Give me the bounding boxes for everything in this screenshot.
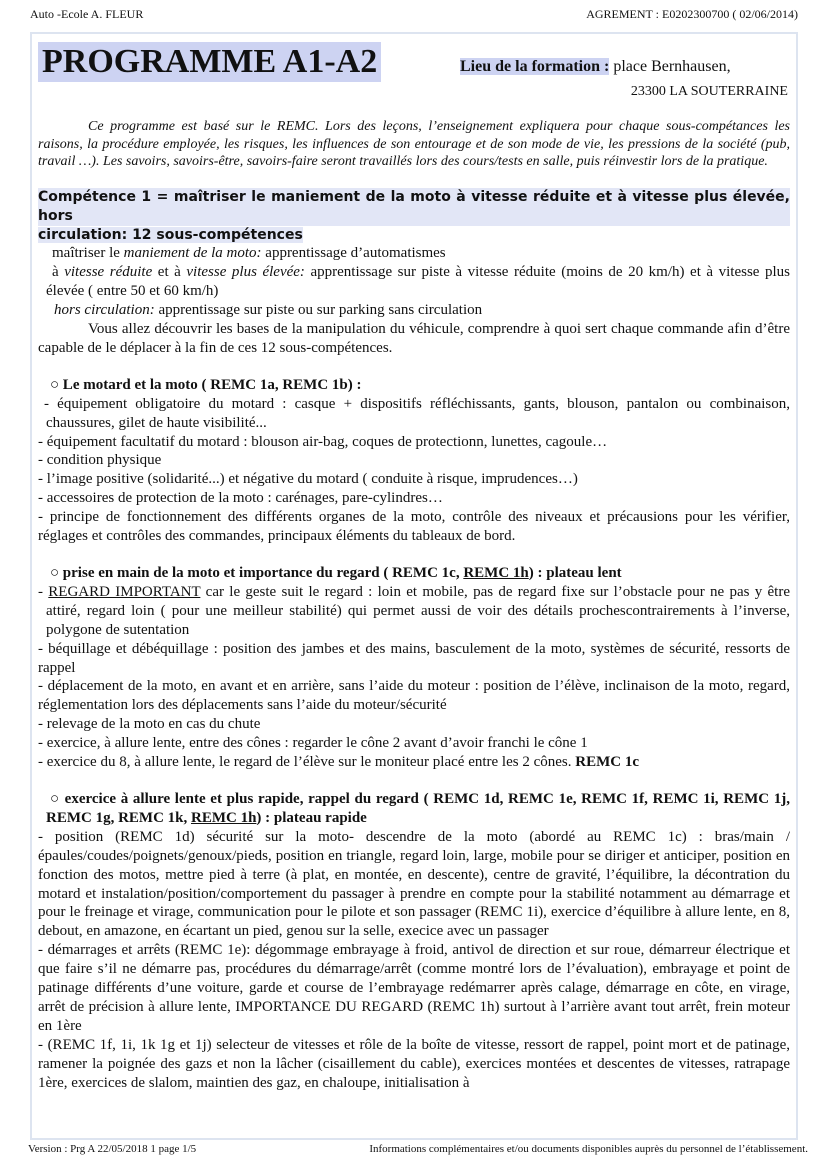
- text: ○ prise en main de la moto et importance du regard ( REMC 1c,: [50, 565, 464, 581]
- text: vitesse plus élevée:: [186, 264, 305, 281]
- header-agrement: AGREMENT : E0202300700 ( 02/06/2014): [586, 7, 798, 21]
- text: apprentissage sur piste ou sur parking sans circulation: [154, 302, 483, 319]
- text: car le geste suit le regard : loin et mobile, pas de regard fixe sur l’obstacle pour ne pas y être attiré, regard loin ( pour une meilleur stabilité) qui permet aussi de voir des détails prochescontrairements à l’inverse, polygone de sutentation: [46, 583, 790, 638]
- text: à: [52, 264, 65, 281]
- footer-info: Informations complémentaires et/ou documents disponibles auprès du personnel de l’établissement.: [369, 1143, 808, 1155]
- competence-point-c: [38, 301, 790, 320]
- section1-title: ○ Le motard et la moto ( REMC 1a, REMC 1b) :: [50, 376, 362, 393]
- section2-title: [38, 564, 790, 583]
- text: -: [38, 583, 49, 600]
- text: ○ exercice à allure lente et plus rapide, rappel du regard ( REMC 1d, REMC 1e, REMC 1f, REMC 1i, REMC 1j, REMC 1g, REMC 1k,: [46, 790, 790, 826]
- list-item: - exercice, à allure lente, entre des cônes : regarder le cône 2 avant d’avoir franchi le cône 1: [38, 735, 588, 752]
- list-item: - position (REMC 1d) sécurité sur la moto- descendre de la moto (abordé au REMC 1c) : bras/main /épaules/coudes/poignets/genoux/pieds, position en triangle, regard loin, large, mobile pour se diriger et anticiper, position en fonction des motos, mettre pied à terre (à plat, en montée, en descente), centre de gravité, l’équilibre, la décontration du motard et instalation/position/comportement du passager à prendre en compte pour la stabilité notamment au démarrage et pour le freinage et virage, communication pour le pilote et son passager (REMC 1i), exercice d’équilibre à allure lente, en 8, debout, en amazone, en écartant un pied, genou sur la selle, execice avec un passager: [38, 828, 790, 940]
- list-item: - relevage de la moto en cas du chute: [38, 716, 261, 733]
- page-title: PROGRAMME A1-A2: [38, 42, 381, 82]
- header-school-name: Auto -Ecole A. FLEUR: [30, 7, 144, 21]
- lieu-line2: 23300 LA SOUTERRAINE: [630, 84, 788, 99]
- competence-heading-2: [38, 226, 790, 245]
- text: - exercice du 8, à allure lente, le regard de l’élève sur le moniteur placé entre les 2 cônes.: [38, 754, 576, 771]
- text: vitesse réduite: [64, 264, 153, 281]
- text: maniement de la moto:: [123, 245, 262, 262]
- lieu-label: Lieu de la formation :: [460, 58, 610, 75]
- competence-description: Vous allez découvrir les bases de la manipulation du véhicule, comprendre à quoi sert chaque commande afin d’être capable de le déplacer à la fin de ces 12 sous-compétences.: [38, 321, 790, 356]
- list-item: - équipement obligatoire du motard : casque + dispositifs réfléchissants, gants, blouson, pantalon ou combinaison, chaussures, gilet de haute visibilité...: [44, 395, 790, 431]
- text: REGARD IMPORTANT: [48, 583, 201, 600]
- list-item: - béquillage et débéquillage : position des jambes et des mains, basculement de la moto, systèmes de sécurité, ressorts de rappel: [38, 640, 790, 676]
- lieu-line1: place Bernhausen,: [613, 58, 731, 75]
- competence-point-a: [38, 244, 790, 263]
- main-content: [38, 118, 790, 1092]
- text: maîtriser le: [52, 245, 124, 262]
- competence-point-b: [38, 263, 790, 301]
- text: ) : plateau rapide: [256, 809, 367, 826]
- competence-line2: circulation: 12 sous-compétences: [38, 226, 303, 243]
- list-item: - principe de fonctionnement des différents organes de la moto, contrôle des niveaux et précausions pour les vérifier, réglages et contrôles des commandes, principaux éléments du tableaux de bord.: [38, 509, 790, 545]
- list-item: - l’image positive (solidarité...) et négative du motard ( conduite à risque, imprudences…): [38, 471, 578, 488]
- page-frame: [30, 32, 798, 1140]
- list-item: - démarrages et arrêts (REMC 1e): dégommage embrayage à froid, antivol de direction et sur roue, démarreur électrique et que faire s’il ne démarre pas, procédures du démarrage/arrêt (comme montré lors de l’évaluation), embrayage et point de patinage différents d’une voiture, garde et course de l’embrayage redémarrer après calage, démarrage en côte, en virage, arrêt de précision à allure lente, IMPORTANCE DU REGARD (REMC 1h) surtout à l’arrière avant tout arrêt, frein moteur en 1ère: [38, 942, 790, 1034]
- text: REMC 1c: [575, 754, 639, 771]
- list-item: - condition physique: [38, 452, 162, 469]
- text: apprentissage d’automatismes: [261, 245, 446, 262]
- list-item: - déplacement de la moto, en avant et en arrière, sans l’aide du moteur : position de l’élève, inclinaison de la moto, regard, réglementation lors des déplacements sans l’aide du moteur/sécurité: [38, 678, 790, 714]
- list-item: [38, 753, 790, 772]
- text: ) : plateau lent: [528, 565, 622, 581]
- footer-version: Version : Prg A 22/05/2018 1 page 1/5: [28, 1143, 197, 1155]
- text: REMC 1h: [191, 809, 257, 826]
- lieu-formation: [460, 58, 731, 76]
- text: REMC 1h: [463, 565, 529, 581]
- list-item: - équipement facultatif du motard : blouson air-bag, coques de protectionn, lunettes, cagoule…: [38, 433, 608, 450]
- section3-title: [38, 790, 790, 828]
- text: apprentissage sur piste à vitesse réduite (moins de 20 km/h) et à vitesse plus élevée ( entre 50 et 60 km/h): [46, 264, 790, 300]
- text: et à: [152, 264, 187, 281]
- competence-heading: [38, 188, 790, 226]
- list-item: - (REMC 1f, 1i, 1k 1g et 1j) selecteur de vitesses et rôle de la boîte de vitesse, ressort de rappel, point mort et de patinage, ramener la poignée des gazs et non la lâcher (cisaillement du cable), exercices montées et descentes de vitesses, ratrapage 1ère, exercices de slalom, maintien des gaz, en chaloupe, initialisation à: [38, 1036, 790, 1091]
- list-item: - accessoires de protection de la moto : carénages, pare-cylindres…: [38, 490, 443, 507]
- text: hors circulation:: [54, 302, 155, 319]
- list-item: [38, 583, 790, 640]
- intro-paragraph: Ce programme est basé sur le REMC. Lors des leçons, l’enseignement expliquera pour chaque sous-compétances les raisons, la procédure employée, les risques, les influences de son entourage et de son mode de vie, les pressions de la société (pub, travail …). Les savoirs, savoirs-être, savoirs-faire seront travaillés lors des cours/tests en salle, puis réinvestir lors de la pratique.: [38, 119, 790, 169]
- competence-line1: Compétence 1 = maîtriser le maniement de la moto à vitesse réduite et à vitesse plus élevée, hors: [38, 188, 790, 224]
